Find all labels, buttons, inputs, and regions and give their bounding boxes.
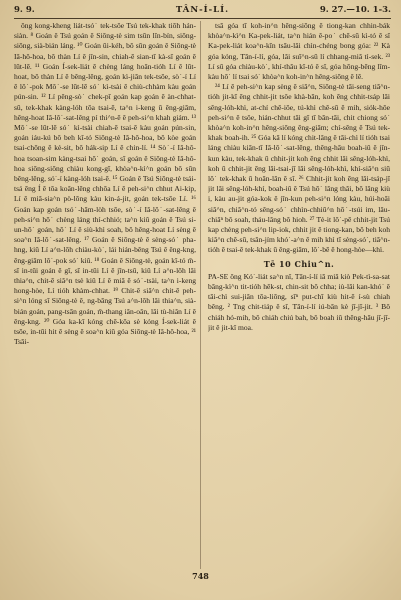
header-book-title: TÂN-Í-LÍ.: [175, 5, 230, 15]
header-left-reference: 9. 9.: [14, 5, 35, 15]
running-header: [14, 5, 391, 19]
header-right-reference: 9. 27.—10. 1-3.: [319, 5, 391, 15]
right-column-paragraph: tsā góa tī koh-in^n hêng-siōng ê tiong-kan chhin-bák khòa^n-kì^n Ka-pek-liát, ta^n hián ê-po˙ chē-sū kì-tó ê sî Ka-pek-liát koa^n-kīn tsāu-lâi chìn-chéng bong góa: ²² Kà góa kóng, Tān-í-lí, góa, lâi suī^n-sū lí chhang-miâ tì-sek. ²³ Lí sū góa chiàu-kò˙, khí-thâu kî-tó ê sî, góa hōng-bēng lîm-kàu hō˙ lí tsai só˙ khòa^n koh-in^n hêng-siōng ê lê.: [208, 21, 390, 82]
left-column-paragraph: ông kong-kheng liát-tsó˙ tek-tsôe Tsú tek-khak tiōh hán-siàn. ⁸ Goán ê Tsú goán ê Siōng-tè sim tsūn lîn-bín, siōng-siōng, sià-bián láng. ¹⁰ Goán ūi-kéh, bô sūn goán ê Siōng-tè Iâ-hô-hoa, bô thàn Lí ê jîn-sin, chiah-ē sian-tī kà-sī goán ê lūt-lē. ¹¹ Goán Í-sek-liát ê chèng láng hoān-tióh Lí ê lūt-hoat, bô thàn Lí ê bêng-lêng, goán kì-jiān tek-tsōe, sò˙-í Lí ê lô˙-pok Mô˙-se lūt-lē só˙ kì-tsài ê chiù-chhàm kàu goán pún-sin. ¹² Lí pêng-sò˙ chek-pī goán kap goán ê àn-chhat-sū, tek-khak kàng-lóh tōa tsai-ē, ta^n i-keng ū êng-giām, hêng-hoat Iâ-lô˙-sat-lêng pí thi^n-ē ê peh-si^n khah giám. ¹³ Mô˙-se lūt-lē só˙ kì-tsài chiah-ē tsai-ē kàu goán pún-sin, goán iáu-kú bô beh kî-tó Siōng-tè Iâ-hô-hoa, bô kòe goán tsai-chōng ê kè-sit, bô hák-sip Lí ê chin-lí. ¹⁴ Sò˙-í Iâ-hô-hoa tsoan-sim kàng-tsai hō˙ goán, sī goán ê Siōng-tè Iâ-hô-hoa siōng-siōng chiàu kong-gī, khòa^n-kì^n goán bô sūn bêng-lêng, só˙-í kàng-lóh tsai-ē. ¹⁵ Goán ê Tsú Siōng-tè tsái-tsá ēng Í ê tōa koân-lêng chhōa Lí ê peh-si^n chhut Ai-kip, Lí ê miâ-sia^n pò-lōng kàu kin-á-jit, goán tek-tsōe Lí. ¹⁶ Goán kap goán tsó˙-hām-lòh tsōe, sò˙-í Iâ-lô˙-sat-lêng ê peh-si^n hō˙ chèng láng thí-chhió; ta^n kiû goán ê Tsú si-un-hō˙ goán, hō˙ Lí ê siù-khì soah, bô hêng-hoat Lí sèng ê soa^n Iâ-lô˙-sat-lêng. ¹⁷ Goán ê Siōng-tè ê sèng-só˙ pha-hng, kiû Lí a^n-lōh chiàu-kò˙, lái hián-bêng Tsú ê êng-kng, êng-giām lô˙-pok só˙ kiû. ¹⁸ Goán ê Siōng-tè, goán kî-tó m̄-sī in-tūi goán ê gī, sī in-tūi Lí ê jîn-tsū, kiû Lí a^n-lōh lâi thia^n, chit-ē siâ^n tsè kiû Lí ê miâ ê só˙-tsài, ta^n i-keng hong-hòe, Lí tióh khàm-chhat. ¹⁹ Chit-ē siâ^n chit-ē peh-si^n lóng sī Siōng-tè ê, ng-bāng Tsú a^n-lōh lâi thia^n, sià-bián goán, pang-tsān goán, m̄-thang iân-oân, lâi tù-hiân Lí ê êng-kng. ²⁰ Góa ka-kī kóng chē-kōa sè kóng Í-sek-liát ê tsōe, in-tūi hit ê sèng ê soa^n kiû góa Siōng-tè Iâ-hô-hoa, ²¹ Tsāi-: [14, 21, 196, 347]
left-text-column: [14, 21, 196, 569]
right-column-paragraph: ²⁴ Lí ê peh-si^n kap sèng ê siâ^n, Siōng-tè tāi-seng tiā^n-tióh jit-kī ēng chhit-jit tsôe khà-bān, koh ēng chhit-tsáp lâi sêng-lóh-khì, at-chí chê-iōe, tú-khì chê-sū ê mih, siók-hôe peh-si^n ê tsôe, hián-chhut tāi gī tī bān-tāi, chit chiong só˙ khòa^n koh-in^n hêng-siōng êng-giām; chí-sêng ê Tsú tek-khak boah-ih. ²⁵ Góa kā lí kóng chit-lâng ê tāi-chì lí tióh tsai láng chiàu kiān-tī Iâ-lô˙-sat-lêng, thêng-hāu boah-iû ê jîn-kun kàu, tek-khak ū chhit-jit koh ēng chhit lâi sêng-lóh-khì, koh ū chhit-jit ēng lâi-tsai-jī lâi sêng-lóh-khì, khí-siâ^n siū lô˙ tek-khak ū hoān-lân ê sî. ²⁶ Chhit-jit koh ēng lâi-tsáp-jī jit lâi sêng-lóh-khí, boah-iû ê Tsú hō˙ lâng thâi, bô lâng kiù i, kàu au-jit góa-kok ê jîn-kun peh-si^n lóng kàu, húi-hoāi siâ^n, chiâ^n-tó sêng-só˙ chhìn-chhiū^n hō˙-tsúi im, lâu-chiâⁿ bô soah, tháu-lâng bô hioh. ²⁷ Tè-it lô˙-pē chhit-jit Tsú kap chèng peh-si^n lip-iok, chhit jit ê tiong-kan, bô beh koh kiâ^n chê-sū, tsân-jím khó˙-a^n ê mih khì tī sèng-só˙, tiā^n-tióh ê tsai-ē tek-khak ū êng-giām, lô˙-bē ê hong-hòe—khì.: [208, 82, 390, 255]
header-rule: [14, 18, 391, 19]
right-text-column: [208, 21, 390, 569]
chapter-opening-paragraph: PA-SE ông Kó˙-liát sa^n nî, Tān-í-lí iā miâ kiò Pek-tì-sa-sat bāng-kì^n tit-tióh hêk-st, chin-sit bô chha; iù-lâi kan-khó˙ ê tāi-chì sui-jiân tōa-liōng, sīⁿ put-chī kiù hit-ē í-sù chiah bêng. ² Tng chit-tiáp ê sî, Tān-í-lí iú-bān kè jī-jī-jit. ³ Bô chiáh hó-mih, bô chiáh chiú bah, bô boah iû thêng-hāu jī-jī-jit ê jit-kî moa.: [208, 271, 390, 332]
page-number: 748: [192, 571, 209, 581]
chapter-heading: Tē 10 Chiu^n.: [263, 258, 335, 269]
column-divider: [200, 21, 201, 569]
